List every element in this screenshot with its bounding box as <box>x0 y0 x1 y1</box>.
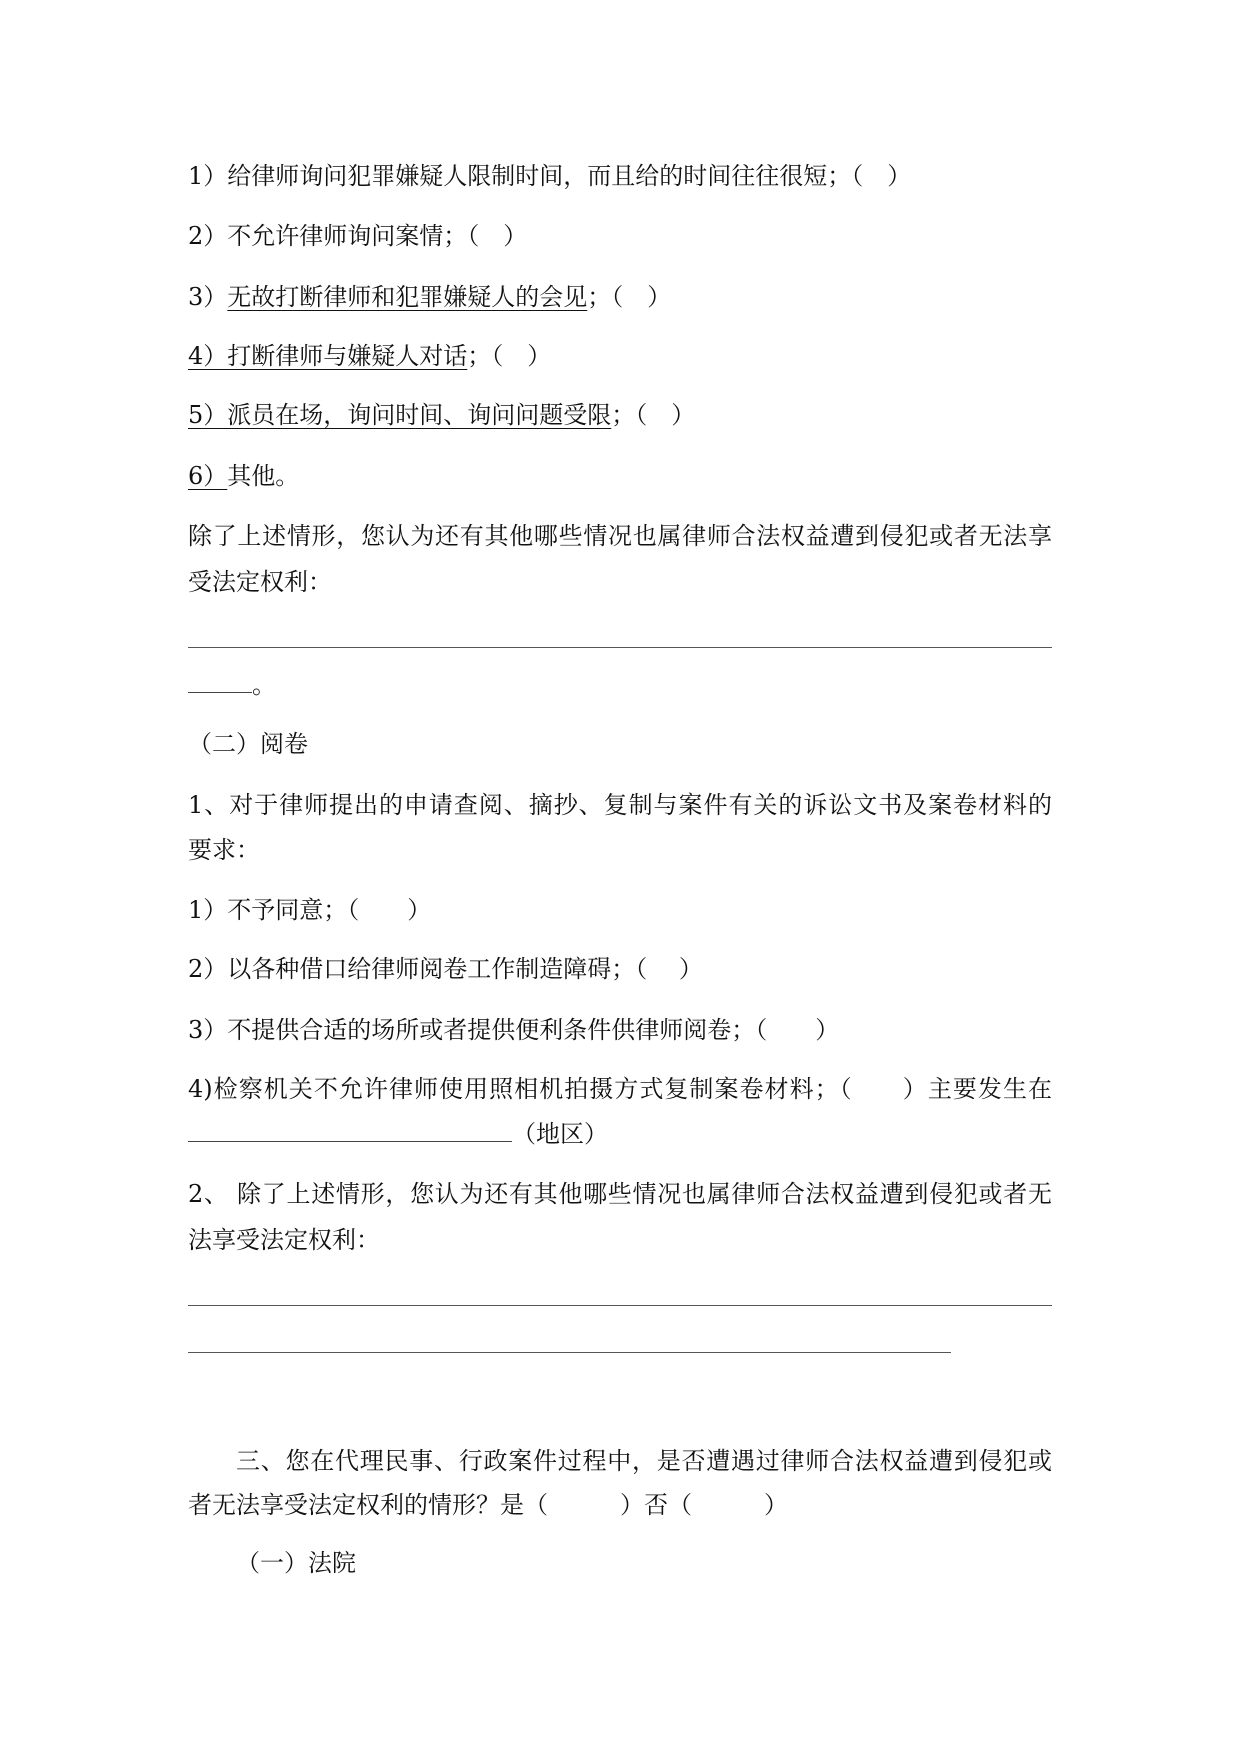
answer-parentheses: ；（ ） <box>587 283 672 311</box>
answer-line <box>188 1305 1052 1306</box>
section-3-question-line-1: 三、您在代理民事、行政案件过程中，是否遭遇过律师合法权益遭到侵犯或 <box>236 1447 1052 1475</box>
underlined-text: 4）打断律师与嫌疑人对话 <box>188 342 468 370</box>
meeting-option-6 <box>188 458 299 494</box>
answer-line <box>188 1352 951 1353</box>
option-number: 3） <box>188 283 228 311</box>
answer-line-end <box>188 667 276 703</box>
option-number: 6） <box>188 462 228 490</box>
other-situations-prompt-line-2: 受法定权利： <box>188 568 332 596</box>
meeting-option-3 <box>188 279 671 315</box>
sentence-end-mark: 。 <box>252 671 276 699</box>
question-1-line-2: 要求： <box>188 836 260 864</box>
region-label: （地区） <box>512 1120 608 1148</box>
file-review-option-4: 4)检察机关不允许律师使用照相机拍摄方式复制案卷材料；（ ）主要发生在 <box>188 1075 1052 1103</box>
question-2-line-2: 法享受法定权利： <box>188 1226 380 1254</box>
answer-parentheses: ；（ ） <box>467 342 552 370</box>
region-fill-line <box>188 1116 608 1152</box>
meeting-option-4 <box>188 338 551 374</box>
question-2-line-1: 2、 除了上述情形，您认为还有其他哪些情况也属律师合法权益遭到侵犯或者无 <box>188 1180 1052 1208</box>
region-blank-line <box>188 1121 512 1142</box>
answer-line <box>188 647 1052 648</box>
file-review-option-2: 2）以各种借口给律师阅卷工作制造障碍；（ ） <box>188 955 703 983</box>
section-3-question-line-2: 者无法享受法定权利的情形？是（ ）否（ ） <box>188 1491 788 1519</box>
answer-blank-line <box>188 672 252 693</box>
other-situations-prompt-line-1: 除了上述情形，您认为还有其他哪些情况也属律师合法权益遭到侵犯或者无法享 <box>188 522 1052 550</box>
question-1-line-1: 1、对于律师提出的申请查阅、摘抄、复制与案件有关的诉讼文书及案卷材料的 <box>188 791 1052 819</box>
file-review-option-1: 1）不予同意；（ ） <box>188 896 432 924</box>
subsection-heading-court: （一）法院 <box>236 1549 356 1577</box>
meeting-option-5 <box>188 397 695 433</box>
underlined-text: 5）派员在场，询问时间、询问问题受限 <box>188 401 612 429</box>
meeting-option-1: 1）给律师询问犯罪嫌疑人限制时间，而且给的时间往往很短；（ ） <box>188 162 912 190</box>
underlined-text: 无故打断律师和犯罪嫌疑人的会见 <box>227 283 588 311</box>
option-text: 其他。 <box>227 462 300 490</box>
file-review-option-3: 3）不提供合适的场所或者提供便利条件供律师阅卷；（ ） <box>188 1016 840 1044</box>
section-heading-file-review: （二）阅卷 <box>188 730 308 758</box>
meeting-option-2: 2）不允许律师询问案情；（ ） <box>188 222 528 250</box>
answer-parentheses: ；（ ） <box>611 401 696 429</box>
